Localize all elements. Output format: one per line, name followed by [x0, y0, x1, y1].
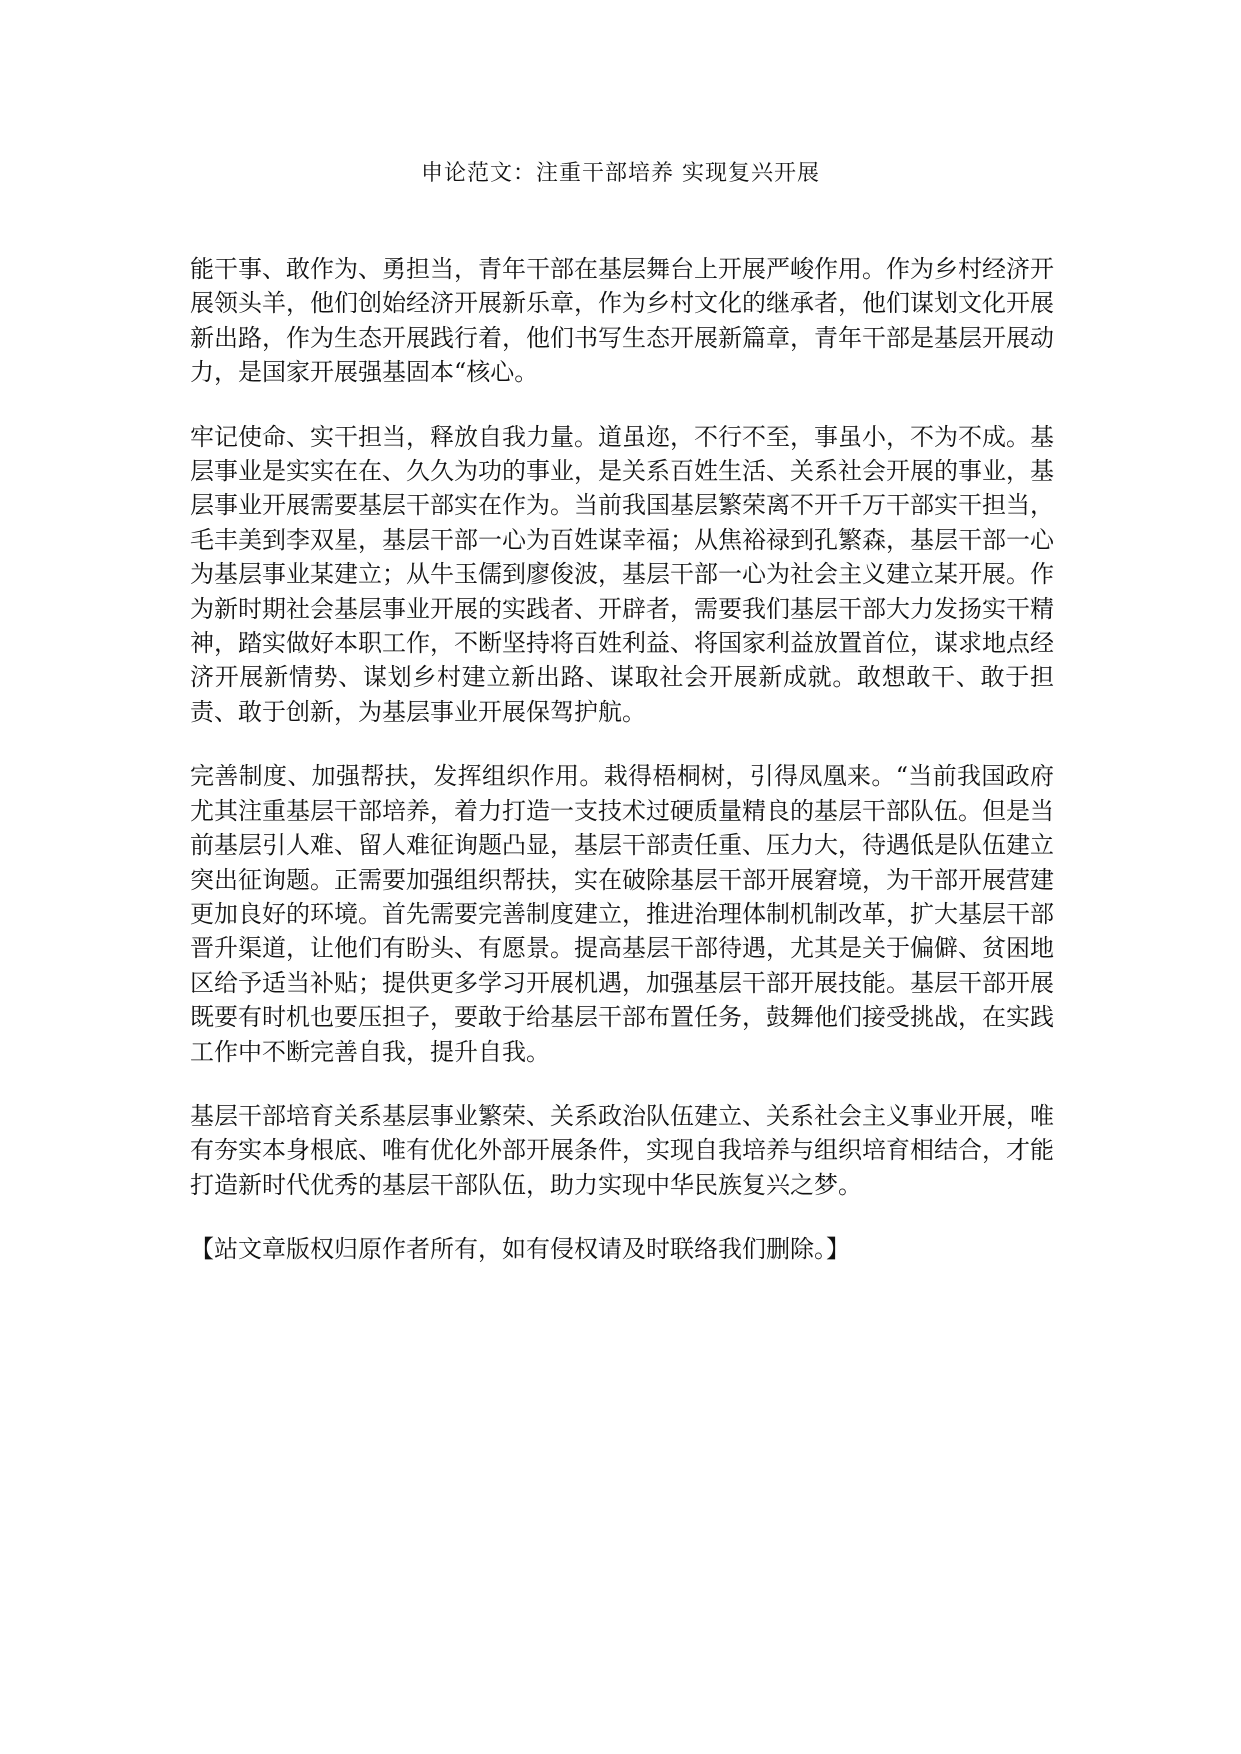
copyright-notice: 【站文章版权归原作者所有，如有侵权请及时联络我们删除。】: [190, 1235, 850, 1264]
paragraph-mission: 牢记使命、实干担当，释放自我力量。道虽迩，不行不至，事虽小，不为不成。基层事业是实实在在、久久为功的事业，是关系百姓生活、关系社会开展的事业，基层事业开展需要基层干部实在作为。当前我国基层繁荣离不开千万干部实干担当，毛丰美到李双星，基层干部一心为百姓谋幸福；从焦裕禄到孔繁森，基层干部一心为基层事业某建立；从牛玉儒到廖俊波，基层干部一心为社会主义建立某开展。作为新时期社会基层事业开展的实践者、开辟者，需要我们基层干部大力发扬实干精神，踏实做好本职工作，不断坚持将百姓利益、将国家利益放置首位，谋求地点经济开展新情势、谋划乡村建立新出路、谋取社会开展新成就。敢想敢干、敢于担责、敢于创新，为基层事业开展保驾护航。: [190, 422, 1054, 726]
document-body: [190, 252, 1054, 1297]
paragraph-system: 完善制度、加强帮扶，发挥组织作用。栽得梧桐树，引得凤凰来。“当前我国政府尤其注重基层干部培养，着力打造一支技术过硬质量精良的基层干部队伍。但是当前基层引人难、留人难征询题凸显，基层干部责任重、压力大，待遇低是队伍建立突出征询题。正需要加强组织帮扶，实在破除基层干部开展窘境，为干部开展营建更加良好的环境。首先需要完善制度建立，推进治理体制机制改革，扩大基层干部晋升渠道，让他们有盼头、有愿景。提高基层干部待遇，尤其是关于偏僻、贫困地区给予适当补贴；提供更多学习开展机遇，加强基层干部开展技能。基层干部开展既要有时机也要压担子，要敢于给基层干部布置任务，鼓舞他们接受挑战，在实践工作中不断完善自我，提升自我。: [190, 762, 1054, 1066]
paragraph-conclusion: 基层干部培育关系基层事业繁荣、关系政治队伍建立、关系社会主义事业开展，唯有夯实本身根底、唯有优化外部开展条件，实现自我培养与组织培育相结合，才能打造新时代优秀的基层干部队伍，助力实现中华民族复兴之梦。: [190, 1101, 1054, 1199]
paragraph-intro: 能干事、敢作为、勇担当，青年干部在基层舞台上开展严峻作用。作为乡村经济开展领头羊，他们创始经济开展新乐章，作为乡村文化的继承者，他们谋划文化开展新出路，作为生态开展践行着，他们书写生态开展新篇章，青年干部是基层开展动力，是国家开展强基固本“核心。: [190, 255, 1054, 387]
document-title: 申论范文：注重干部培养 实现复兴开展: [421, 161, 820, 186]
